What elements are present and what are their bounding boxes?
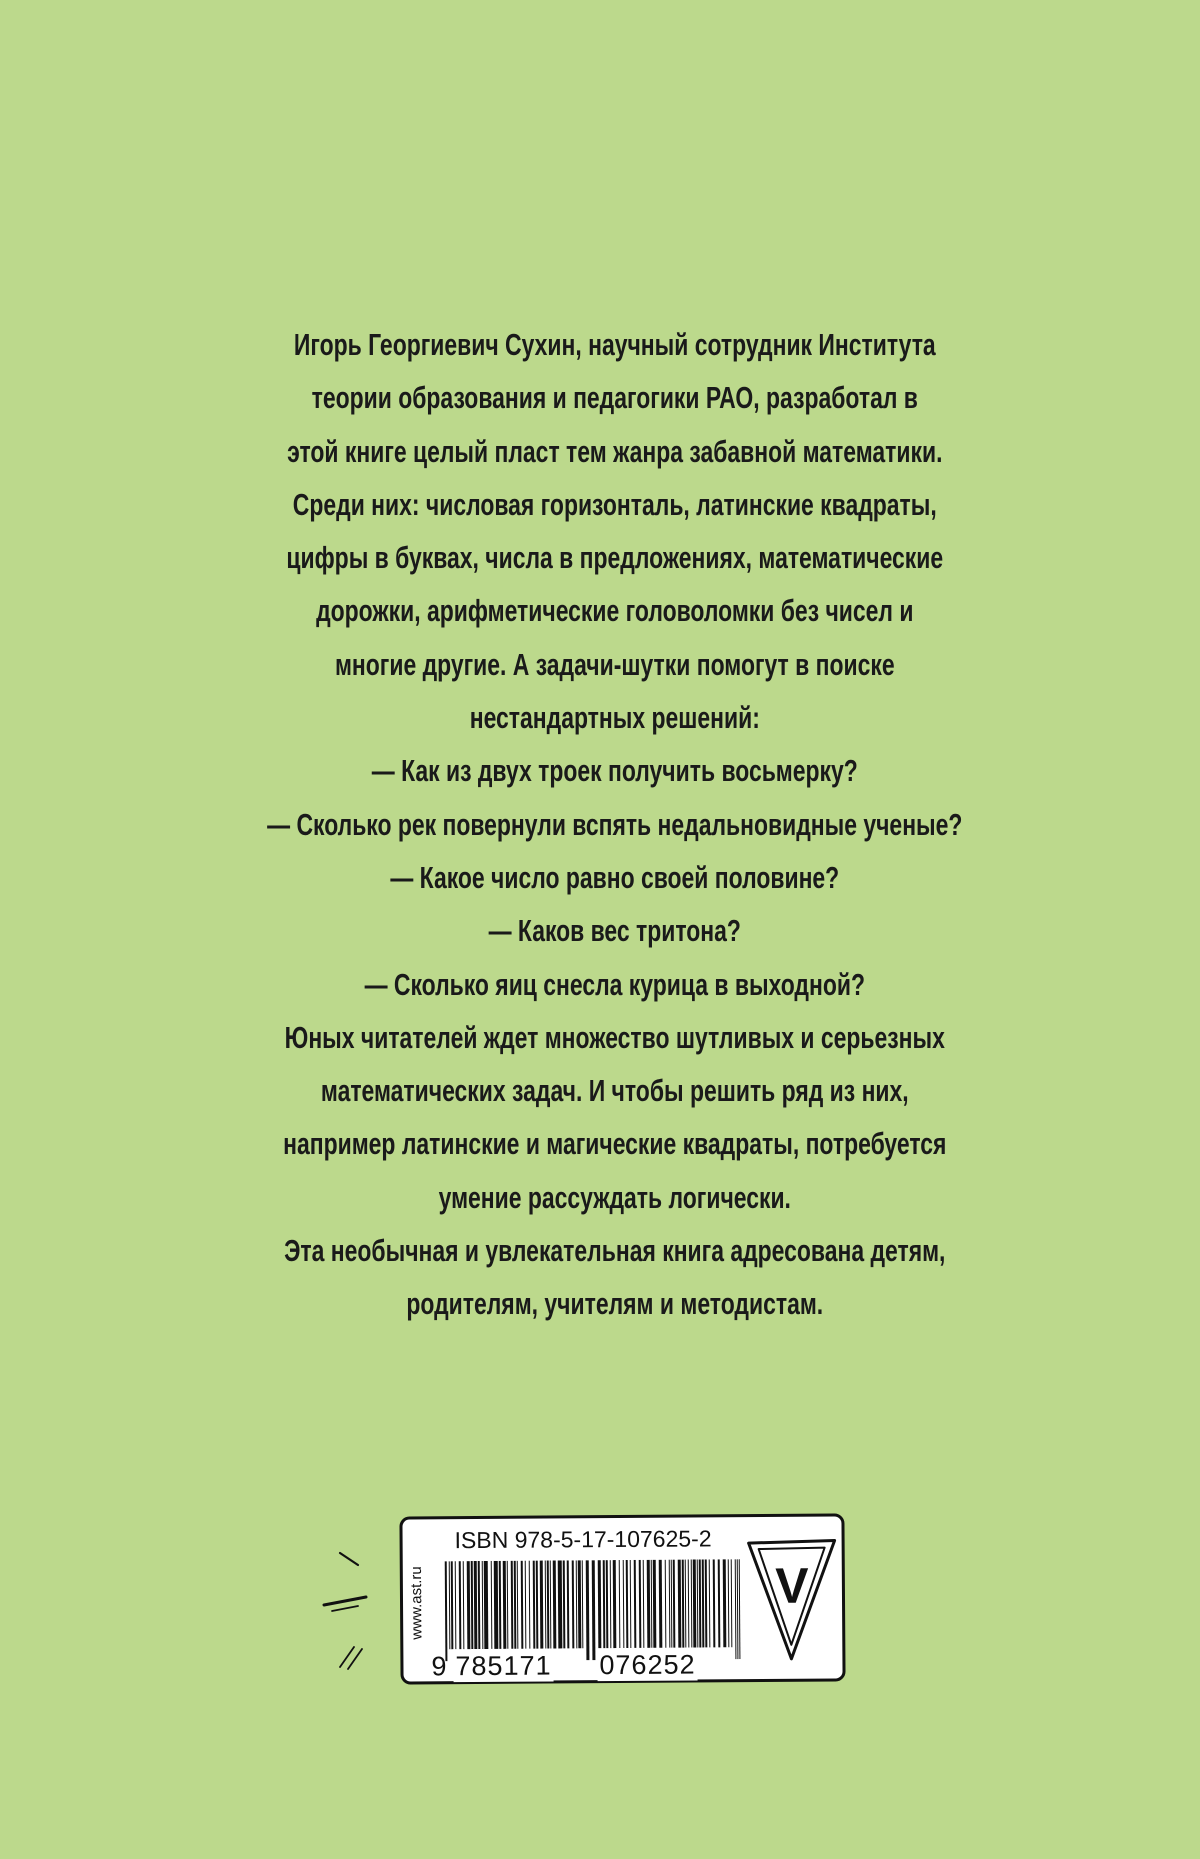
barcode-bar [731,1559,733,1647]
barcode-bar [651,1560,653,1648]
barcode-bar [478,1561,481,1649]
barcode-bar [643,1560,645,1648]
barcode-bar [613,1560,617,1648]
barcode-bar [634,1560,637,1648]
barcode-bar [482,1561,484,1649]
barcode-bar [626,1560,629,1648]
blurb-line: математических задач. И чтобы решить ряд из них, [320,1073,909,1109]
blurb-line: Эта необычная и увлекательная книга адресована детям, [284,1233,946,1269]
barcode-digit-first: 9 [431,1651,448,1682]
barcode-bar [525,1561,527,1649]
barcode-bar [572,1560,575,1648]
barcode-bar [449,1561,451,1649]
blurb-line: Среди них: числовая горизонталь, латинские квадраты, [292,486,937,522]
barcode-bar [540,1561,544,1649]
barcode-bar [647,1560,651,1648]
barcode-bar [665,1560,667,1648]
blurb-question: — Сколько яиц снесла курица в выходной? [364,966,865,1002]
barcode-bar [474,1561,478,1649]
barcode-bar [682,1560,685,1648]
barcode-bar [705,1559,708,1647]
barcode-bar [619,1560,621,1648]
barcode-bar [459,1561,462,1649]
barcode-bar [547,1561,550,1649]
blurb-line: теории образования и педагогики РАО, разработал в [311,380,918,416]
barcode-bar [723,1559,727,1647]
barcode-bar [511,1561,514,1649]
barcode-bar [491,1561,493,1649]
doodle-strokes-icon [318,1535,398,1675]
barcode-bar [582,1560,584,1648]
barcode-bar [517,1561,519,1649]
barcode-bar [693,1559,697,1647]
barcode-bar [623,1560,625,1648]
barcode-bar [735,1559,737,1659]
barcode-bar [576,1560,578,1648]
barcode-bar [709,1559,711,1647]
barcode-bar [521,1561,524,1649]
barcode-bar [678,1560,682,1648]
barcode-bar [669,1560,671,1648]
barcode-bar [653,1560,657,1648]
barcode-bar [471,1561,474,1649]
barcode-bar [671,1560,673,1648]
blurb-line: многие другие. А задачи-шутки помогут в поиске [334,646,895,682]
publisher-website: www.ast.ru [408,1565,426,1640]
age-mark-letter: V [775,1557,809,1614]
barcode-bar [533,1561,536,1649]
barcode-bar [578,1560,582,1648]
barcode-bar [536,1561,539,1649]
barcode-bar [592,1560,596,1660]
age-rating-triangle-icon [743,1534,842,1665]
barcode-digit-group: 785171 [453,1650,553,1682]
barcode-bar [697,1559,699,1647]
blurb-question: — Как из двух троек получить восьмерку? [371,753,858,789]
blurb-line: Юных читателей ждет множество шутливых и серьезных [284,1019,945,1055]
barcode-bar [610,1560,612,1648]
barcode-bar [553,1560,557,1648]
barcode-bar [550,1561,552,1649]
barcode-bar [455,1561,457,1649]
barcode-bar [739,1559,741,1659]
barcode-bar [503,1561,507,1649]
barcode-bar [494,1561,499,1649]
barcode-bar [451,1561,454,1649]
barcode-bar [514,1561,517,1649]
isbn-number: ISBN 978-5-17-107625-2 [454,1525,712,1554]
barcode-bar [737,1559,739,1659]
blurb-line: умение рассуждать логически. [438,1179,791,1215]
barcode-icon [443,1559,744,1661]
barcode-bar [545,1561,547,1649]
barcode-bar [728,1559,730,1647]
barcode-bar [499,1561,502,1649]
barcode-bar [603,1560,606,1648]
annotation-text [210,318,1020,1331]
blurb-question: — Каков вес тритона? [488,913,741,949]
blurb-line: Игорь Георгиевич Сухин, научный сотрудник Института [293,327,936,362]
blurb-line: цифры в буквах, числа в предложениях, математические [286,540,944,576]
barcode-bar [606,1560,609,1648]
blurb-line: например латинские и магические квадраты, потребуется [283,1126,947,1162]
blurb-line: родителям, учителям и методистам. [406,1286,824,1322]
barcode-bar [463,1561,465,1649]
barcode-digit-group: 076252 [597,1649,697,1681]
barcode-bar [702,1559,705,1647]
barcode-bar [586,1560,590,1660]
barcode-bar [563,1560,566,1648]
blurb-line: дорожки, арифметические головоломки без чисел и [316,593,914,629]
barcode-bar [718,1559,721,1647]
barcode-bar [713,1559,716,1647]
barcode-bar [630,1560,632,1648]
barcode-bar [529,1561,531,1649]
barcode-bar [685,1560,687,1648]
barcode-bar [598,1560,602,1648]
barcode-bar [484,1561,489,1649]
barcode-bar [467,1561,471,1649]
blurb-question: — Сколько рек повернули вспять недальновидные ученые? [267,806,963,842]
barcode-bar [558,1560,563,1648]
barcode-bar [699,1559,702,1647]
barcode-bar [691,1560,693,1648]
blurb-question: — Какое число равно своей половине? [390,859,840,895]
barcode-bar [688,1560,690,1648]
barcode-bar [507,1561,509,1649]
barcode-bar [639,1560,642,1648]
barcode-bar [673,1560,676,1648]
blurb-line: этой книге целый пласт тем жанра забавной математики. [287,433,943,469]
blurb-line: нестандартных решений: [469,700,760,736]
barcode-bar [445,1561,448,1661]
isbn-barcode-label [399,1513,845,1684]
barcode-bar [567,1560,570,1648]
barcode-bar [659,1560,663,1648]
